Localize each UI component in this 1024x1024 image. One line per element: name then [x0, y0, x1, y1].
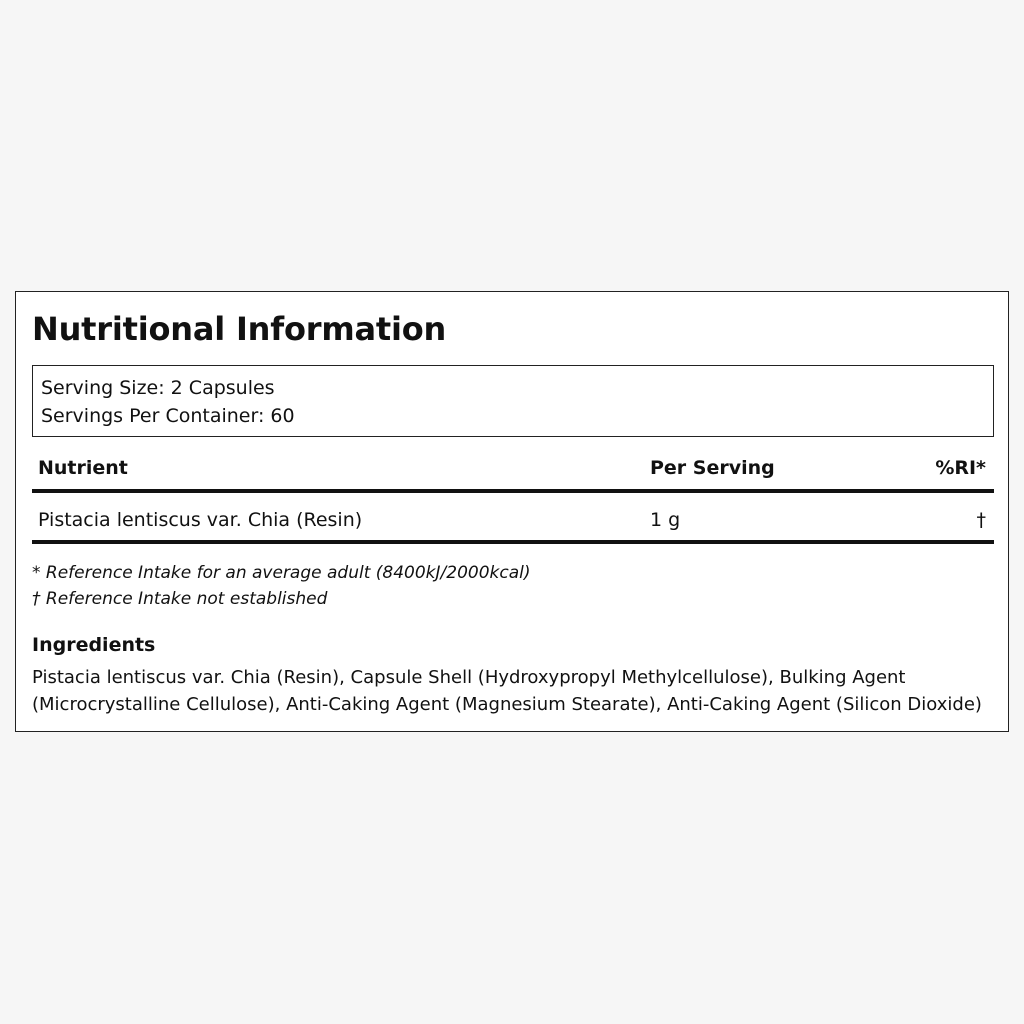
- servings-per-container: Servings Per Container: 60: [41, 405, 295, 427]
- note-reference-intake: * Reference Intake for an average adult (8400kJ/2000kcal): [32, 563, 531, 583]
- header-rule: [32, 489, 994, 493]
- header-per-serving: Per Serving: [650, 457, 775, 479]
- ingredients-title: Ingredients: [32, 634, 156, 656]
- serving-info-box: [32, 365, 994, 437]
- ingredients-text: Pistacia lentiscus var. Chia (Resin), Capsule Shell (Hydroxypropyl Methylcellulose), Bulking Agent (Microcrystalline Cellulose), Anti-Caking Agent (Magnesium Stearate), Anti-Caking Agent (Silicon Dioxide): [32, 667, 982, 715]
- panel-title: Nutritional Information: [32, 310, 447, 348]
- row-nutrient: Pistacia lentiscus var. Chia (Resin): [38, 509, 363, 531]
- table-bottom-rule: [32, 540, 994, 544]
- header-ri: %RI*: [935, 457, 986, 479]
- serving-size: Serving Size: 2 Capsules: [41, 377, 275, 399]
- row-per-serving: 1 g: [650, 509, 681, 531]
- note-not-established: † Reference Intake not established: [32, 589, 328, 609]
- header-nutrient: Nutrient: [38, 457, 128, 479]
- row-ri: †: [976, 509, 986, 531]
- nutrition-panel: [15, 291, 1009, 732]
